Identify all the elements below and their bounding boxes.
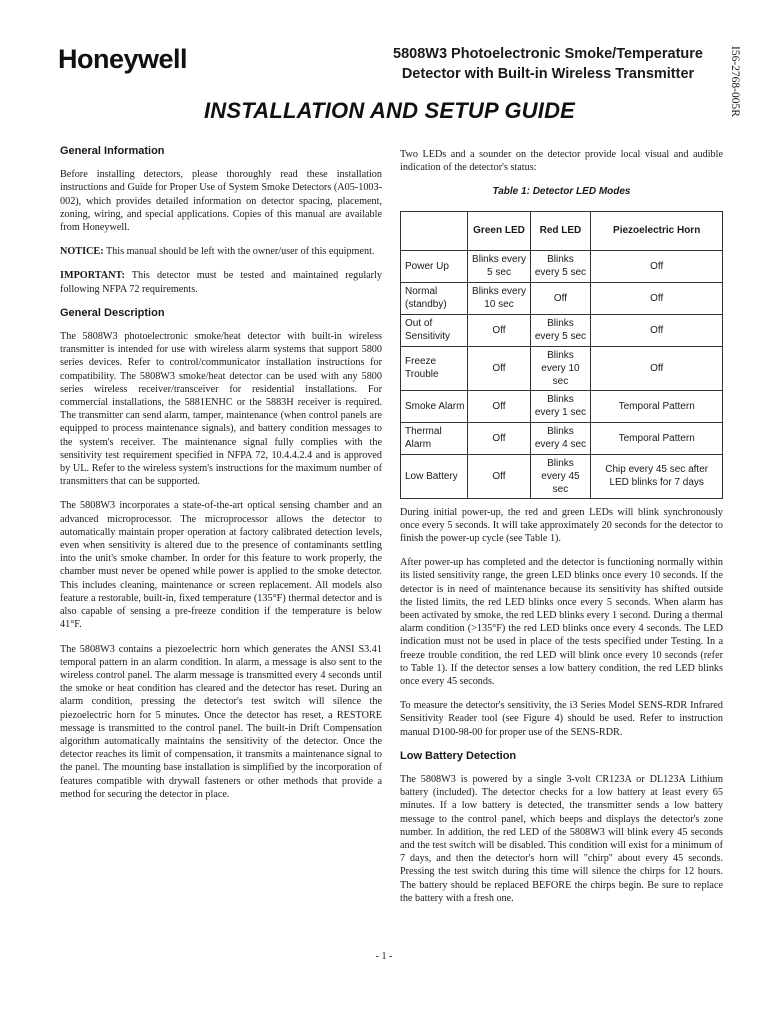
table-cell: Blinks every 1 sec bbox=[530, 390, 591, 422]
table-row bbox=[401, 314, 723, 346]
table-header-red-led: Red LED bbox=[530, 211, 591, 250]
table-header-green-led: Green LED bbox=[468, 211, 530, 250]
table-cell: Freeze Trouble bbox=[401, 346, 468, 390]
table-cell: Out of Sensitivity bbox=[401, 314, 468, 346]
table-row bbox=[401, 346, 723, 390]
table-cell: Off bbox=[591, 250, 723, 282]
table-row bbox=[401, 250, 723, 282]
guide-title: INSTALLATION AND SETUP GUIDE bbox=[204, 98, 576, 123]
notice-label: NOTICE: bbox=[60, 246, 104, 258]
important-paragraph bbox=[60, 269, 382, 295]
table-caption: Table 1: Detector LED Modes bbox=[492, 186, 631, 198]
table-row bbox=[401, 454, 723, 498]
paragraph-power-up: During initial power-up, the red and green LEDs will blink synchronously once every 5 seconds. It will take approximately 20 seconds for the detector to finish the power-up cycle (see Table 1). bbox=[400, 506, 723, 545]
right-column bbox=[400, 148, 723, 916]
table-row bbox=[401, 390, 723, 422]
table-cell: Off bbox=[591, 282, 723, 314]
table-cell: Temporal Pattern bbox=[591, 390, 723, 422]
table-cell: Power Up bbox=[401, 250, 468, 282]
left-column bbox=[60, 145, 382, 812]
paragraph-piezo-horn: The 5808W3 contains a piezoelectric horn which generates the ANSI S3.41 temporal pattern in an alarm condition. In alarm, a message is also sent to the wireless control panel. The alarm message is transmitted every 4 seconds until the smoke or heat condition has cleared and the detector has reset. During an alarm condition, pressing the detector's test switch will silence the piezoelectric horn for 5 minutes. Once the detector has reset, a RESTORE message is transmitted to the control panel. The built-in Drift Compensation algorithm automatically maintains the sensitivity of the detector. Once the detector reaches its limit of compensation, it transmits a maintenance signal to the panel. The mounting base installation is simplified by the incorporation of features compatible with drywall fasteners or other methods that provide a method for securing the detector in place. bbox=[60, 643, 382, 800]
table-header-mode bbox=[401, 211, 468, 250]
page-number: - 1 - bbox=[375, 951, 393, 962]
heading-general-information: General Information bbox=[60, 145, 165, 157]
table-cell: Off bbox=[468, 390, 530, 422]
table-cell: Off bbox=[530, 282, 591, 314]
paragraph-low-battery: The 5808W3 is powered by a single 3-volt CR123A or DL123A Lithium battery (included). The detector checks for a low battery at least every 65 minutes. If a low battery is detected, the transmitter sends a low battery message to the control panel, which beeps and displays the detector's zone number. In addition, the red LED of the 5808W3 will blink every 45 seconds and the test switch will be disabled. This condition will exist for a minimum of 7 days, and then the detector's horn will "chirp" about every 45 seconds. Pressing the test switch during this time will silence the chirps for 12 hours. The battery should be replaced BEFORE the chirps begin. Be sure to replace the battery with a fresh one. bbox=[400, 774, 723, 904]
table-cell: Chip every 45 sec after LED blinks for 7 days bbox=[591, 454, 723, 498]
table-cell: Blinks every 5 sec bbox=[530, 314, 591, 346]
product-title-line-2: Detector with Built-in Wireless Transmitter bbox=[401, 66, 695, 82]
table-cell: Off bbox=[591, 314, 723, 346]
table-cell: Blinks every 5 sec bbox=[468, 250, 530, 282]
paragraph-read-instructions: Before installing detectors, please thoroughly read these installation instructions and Guide for Proper Use of System Smoke Detectors (A05-1003-002), which provides detailed information on detector spacing, placement, zoning, wiring, and special applications. Copies of this manual are available from Honeywell. bbox=[60, 169, 382, 234]
table-cell: Blinks every 10 sec bbox=[468, 282, 530, 314]
notice-text: This manual should be left with the owner/user of this equipment. bbox=[103, 246, 375, 258]
paragraph-normal-operation: After power-up has completed and the detector is functioning normally within its listed sensitivity range, the green LED blinks once every 10 seconds. If the detector is in need of maintenance because its sensitivity has shifted outside the listed limits, the red LED blinks once every 5 seconds. When alarm has been activated by smoke, the red LED blinks every 1 second. During a thermal alarm condition (>135°F) the red LED blinks once every 4 seconds. The LED indication must not be used in place of the tests specified under Testing. In a freeze trouble condition, the red LED will blink once every 10 seconds (refer to Table 1). If the detector senses a low battery condition, the red LED blinks once every 45 seconds. bbox=[400, 557, 723, 688]
table-cell: Blinks every 10 sec bbox=[530, 346, 591, 390]
table-cell: Low Battery bbox=[401, 454, 468, 498]
important-label: IMPORTANT: bbox=[60, 270, 125, 282]
honeywell-logo: Honeywell bbox=[58, 44, 188, 74]
table-cell: Off bbox=[468, 314, 530, 346]
paragraph-sensitivity-reader: To measure the detector's sensitivity, the i3 Series Model SENS-RDR Infrared Sensitivity Reader tool (see Figure 4) should be used. Refer to instruction manual D100-98-00 for proper use of the SENS-RDR. bbox=[400, 700, 723, 738]
table-cell: Off bbox=[468, 422, 530, 454]
paragraph-sensing-chamber: The 5808W3 incorporates a state-of-the-art optical sensing chamber and an advanced microprocessor. The microprocessor allows the detector to automatically maintain proper operation at factory calibrated detection levels, even when sensitivity is altered due to the presence of contaminants settling into the unit's smoke chamber. In order for this feature to work properly, the chamber must never be opened while power is applied to the smoke detector. This includes cleaning, maintenance or screen replacement. All models also feature a restorable, built-in, fixed temperature (135°F) thermal detector and is also capable of sensing a pre-freeze condition if the temperature is below 41°F. bbox=[60, 500, 382, 631]
heading-low-battery-detection: Low Battery Detection bbox=[400, 749, 517, 762]
table-cell: Blinks every 45 sec bbox=[530, 454, 591, 498]
table-cell: Blinks every 5 sec bbox=[530, 250, 591, 282]
product-title bbox=[372, 44, 724, 84]
product-title-line-1: 5808W3 Photoelectronic Smoke/Temperature bbox=[393, 46, 703, 62]
table-row bbox=[401, 422, 723, 454]
table-cell: Off bbox=[591, 346, 723, 390]
table-header-row bbox=[401, 211, 723, 250]
table-cell: Smoke Alarm bbox=[401, 390, 468, 422]
table-cell: Off bbox=[468, 346, 530, 390]
table-cell: Blinks every 4 sec bbox=[530, 422, 591, 454]
table-cell: Off bbox=[468, 454, 530, 498]
paragraph-leds-intro: Two LEDs and a sounder on the detector provide local visual and audible indication of the detector's status: bbox=[400, 149, 723, 174]
notice-paragraph bbox=[60, 245, 382, 258]
led-modes-table bbox=[400, 211, 723, 499]
document-number: I56-2768-005R bbox=[729, 46, 741, 117]
heading-general-description: General Description bbox=[60, 306, 165, 319]
table-cell: Thermal Alarm bbox=[401, 422, 468, 454]
important-text: This detector must be tested and maintained regularly following NFPA 72 requirements. bbox=[60, 270, 382, 295]
table-header-horn: Piezoelectric Horn bbox=[591, 211, 723, 250]
table-cell: Temporal Pattern bbox=[591, 422, 723, 454]
table-cell: Normal (standby) bbox=[401, 282, 468, 314]
table-row bbox=[401, 282, 723, 314]
paragraph-description: The 5808W3 photoelectronic smoke/heat detector with built-in wireless transmitter is intended for use with wireless alarm systems that support 5800 series devices. Refer to control/communicator installation instructions for compatibility. The 5808W3 smoke/heat detector can be used with any 5800 series wireless receiver/transceiver for residential installations. For commercial installations, the 5881ENHC or the 5883H receiver is required. The transmitter can send alarm, tamper, maintenance (when control panels are equipped to process maintenance signals), and battery condition messages to the system's receiver. The maintenance signal fully complies with the sensitivity test requirement specified in NFPA 72, 10.4.4.2.4 and is approved by UL. Refer to the wireless system's instructions for the maximum number of transmitters that can be supported. bbox=[60, 331, 382, 488]
